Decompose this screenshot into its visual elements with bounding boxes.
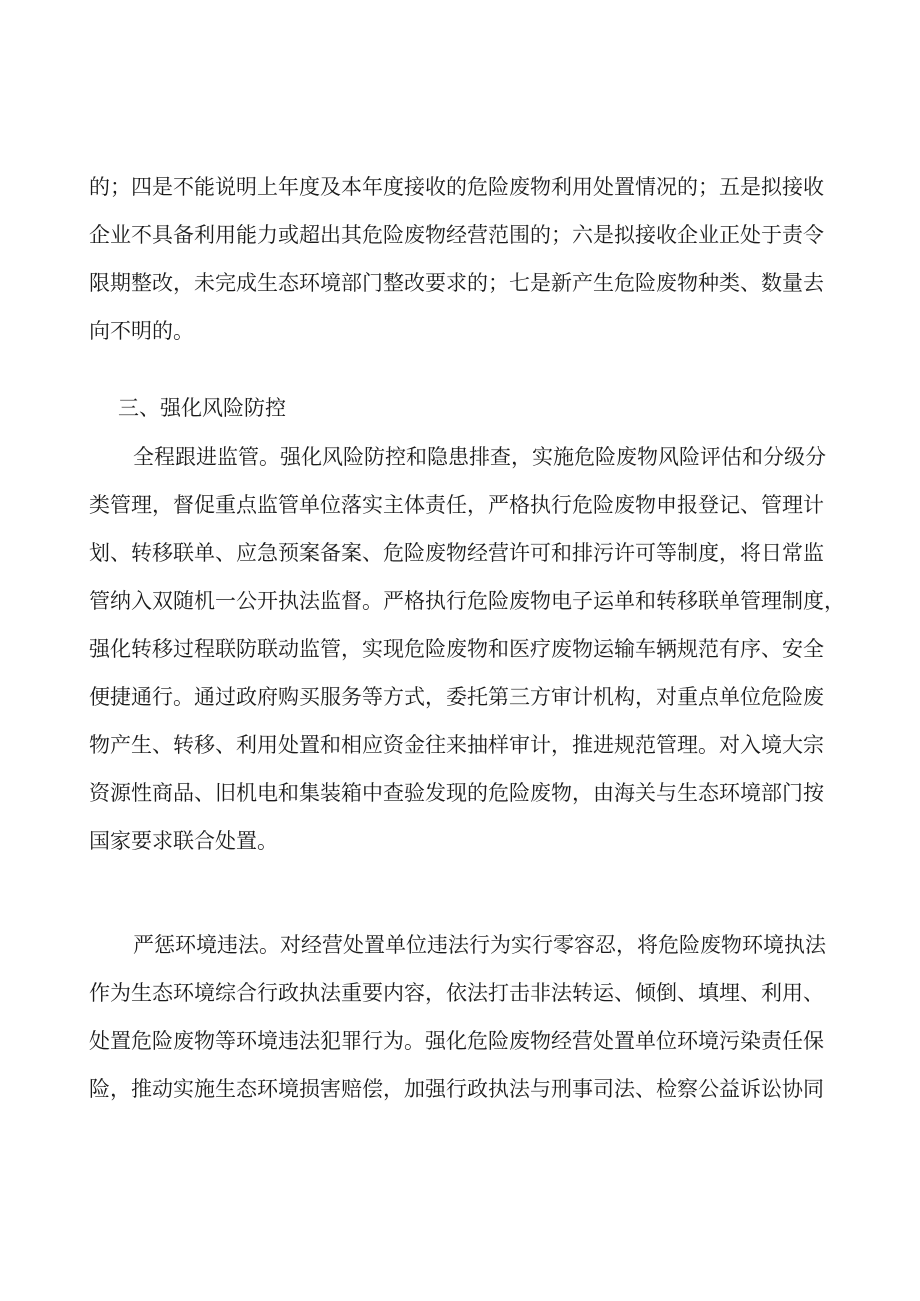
paragraph-1-line-3: 划、转移联单、应急预案备案、危险废物经营许可和排污许可等制度，将日常监 bbox=[89, 541, 824, 565]
paragraph-2-line-1: 严惩环境违法。对经营处置单位违法行为实行零容忍，将危险废物环境执法 bbox=[133, 933, 826, 957]
paragraph-1-line-1: 全程跟进监管。强化风险防控和隐患排查，实施危险废物风险评估和分级分 bbox=[133, 445, 826, 469]
paragraph-1-line-4: 管纳入双随机一公开执法监督。严格执行危险废物电子运单和转移联单管理制度， bbox=[89, 589, 845, 613]
continuation-line-3: 限期整改，未完成生态环境部门整改要求的；七是新产生危险废物种类、数量去 bbox=[89, 271, 824, 295]
continuation-line-1: 的；四是不能说明上年度及本年度接收的危险废物利用处置情况的；五是拟接收 bbox=[89, 175, 824, 199]
paragraph-1-line-9: 国家要求联合处置。 bbox=[89, 829, 278, 853]
continuation-line-4: 向不明的。 bbox=[89, 319, 194, 343]
paragraph-2-line-2: 作为生态环境综合行政执法重要内容，依法打击非法转运、倾倒、填埋、利用、 bbox=[89, 981, 824, 1005]
paragraph-1-line-6: 便捷通行。通过政府购买服务等方式，委托第三方审计机构，对重点单位危险废 bbox=[89, 685, 824, 709]
paragraph-1-line-7: 物产生、转移、利用处置和相应资金往来抽样审计，推进规范管理。对入境大宗 bbox=[89, 733, 824, 757]
section-heading: 三、强化风险防控 bbox=[118, 396, 286, 420]
paragraph-1-line-8: 资源性商品、旧机电和集装箱中查验发现的危险废物，由海关与生态环境部门按 bbox=[89, 781, 824, 805]
paragraph-1-line-5: 强化转移过程联防联动监管，实现危险废物和医疗废物运输车辆规范有序、安全 bbox=[89, 637, 824, 661]
continuation-line-2: 企业不具备利用能力或超出其危险废物经营范围的；六是拟接收企业正处于责令 bbox=[89, 223, 824, 247]
paragraph-2-line-3: 处置危险废物等环境违法犯罪行为。强化危险废物经营处置单位环境污染责任保 bbox=[89, 1029, 824, 1053]
paragraph-2-line-4: 险，推动实施生态环境损害赔偿，加强行政执法与刑事司法、检察公益诉讼协同 bbox=[89, 1077, 824, 1101]
paragraph-1-line-2: 类管理，督促重点监管单位落实主体责任，严格执行危险废物申报登记、管理计 bbox=[89, 493, 824, 517]
